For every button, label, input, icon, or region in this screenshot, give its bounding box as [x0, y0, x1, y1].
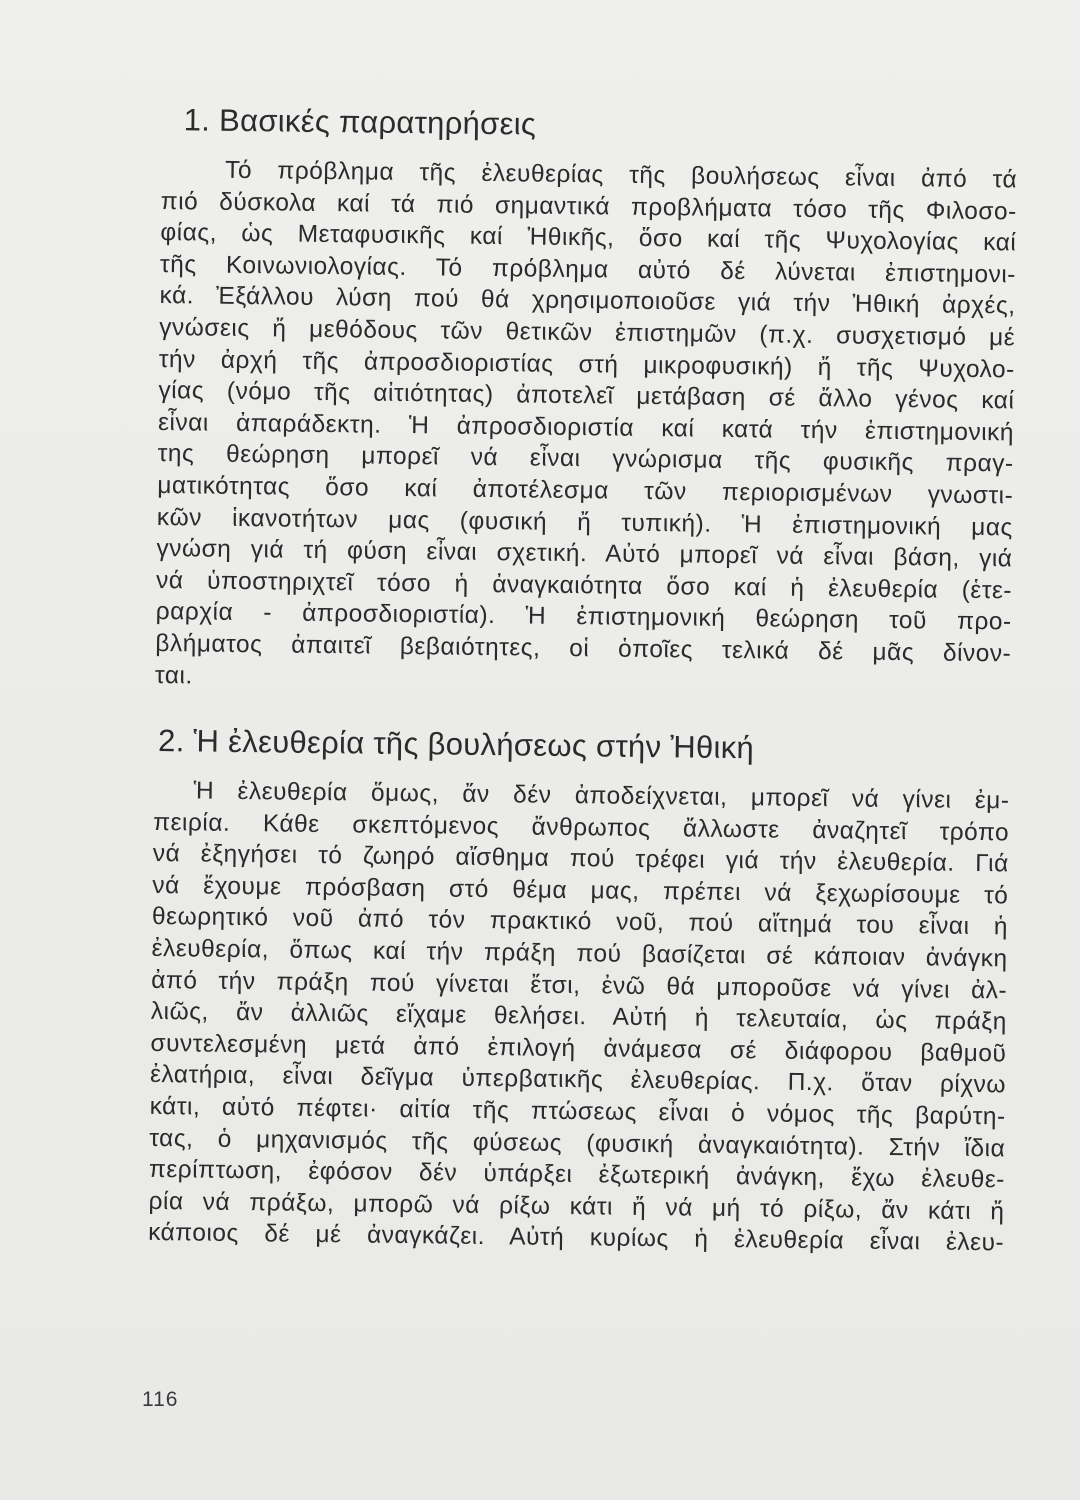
text-line: κάτι, αὐτό πέφτει· αἰτία τῆς πτώσεως εἶναι ὁ νόμος τῆς βαρύτη- [149, 1092, 1006, 1131]
text-line: γνώσεις ἤ μεθόδους τῶν θετικῶν ἐπιστημῶν (π.χ. συσχετισμό μέ [159, 313, 1016, 352]
text-line: γίας (νόμο τῆς αἰτιότητας) ἀποτελεῖ μετάβαση σέ ἄλλο γένος καί [158, 377, 1015, 415]
text-line: τήν ἀρχή τῆς ἀπροσδιοριστίας στή μικροφυσική) ἤ τῆς Ψυχολο- [158, 345, 1015, 383]
text-line: πιό δύσκολα καί τά πιό σημαντικά προβλήματα τόσο τῆς Φιλοσο- [160, 187, 1017, 226]
text-line: νά ἔχουμε πρόσβαση στό θέμα μας, πρέπει νά ξεχωρίσουμε τό [152, 871, 1009, 910]
text-line: ματικότητας ὅσο καί ἀποτέλεσμα τῶν περιορισμένων γνωστι- [157, 471, 1014, 510]
page-content [148, 100, 1018, 1259]
text-line: ραρχία - ἀπροσδιοριστία). Ἡ ἐπιστημονική θεώρηση τοῦ προ- [155, 598, 1012, 636]
text-line: κά. Ἐξάλλου λύση πού θά χρησιμοποιοῦσε γιά τήν Ἠθική ἀρχές, [159, 282, 1016, 320]
text-line: συντελεσμένη μετά ἀπό ἐπιλογή ἀνάμεσα σέ διάφορου βαθμοῦ [150, 1029, 1007, 1068]
text-line: Τό πρόβλημα τῆς ἐλευθερίας τῆς βουλήσεως εἶναι ἀπό τά [224, 156, 1018, 194]
section-1-heading: 1. Βασικές παρατηρήσεις [183, 102, 537, 142]
text-line: κάποιος δέ μέ ἀναγκάζει. Αὐτή κυρίως ἡ ἐλευθερία εἶναι ἐλευ- [147, 1219, 1005, 1257]
text-line: εἶναι ἀπαράδεκτη. Ἡ ἀπροσδιοριστία καί κατά τήν ἐπιστημονική [157, 408, 1015, 447]
text-line: ται. [154, 661, 193, 689]
text-line: της θεώρηση μπορεῖ νά εἶναι γνώρισμα τῆς φυσικῆς πραγ- [157, 440, 1014, 478]
text-line: νά ἐξηγήσει τό ζωηρό αἴσθημα πού τρέφει γιά τήν ἐλευθερία. Γιά [152, 840, 1009, 878]
text-line: βλήματος ἀπαιτεῖ βεβαιότητες, οἱ ὁποῖες τελικά δέ μᾶς δίνον- [155, 629, 1012, 668]
text-line: θεωρητικό νοῦ ἀπό τόν πρακτικό νοῦ, πού αἴτημά του εἶναι ἡ [151, 903, 1009, 941]
text-line: γνώση γιά τή φύση εἶναι σχετική. Αὐτό μπορεῖ νά εἶναι βάση, γιά [156, 535, 1013, 573]
text-line: κῶν ἱκανοτήτων μας (φυσική ἤ τυπική). Ἡ ἐπιστημονική μας [156, 503, 1014, 541]
text-line: φίας, ὡς Μεταφυσικῆς καί Ἠθικῆς, ὅσο καί τῆς Ψυχολογίας καί [160, 219, 1017, 257]
text-line: τας, ὁ μηχανισμός τῆς φύσεως (φυσική ἀναγκαιότητα). Στήν ἴδια [149, 1124, 1006, 1163]
section-2-body [148, 775, 1010, 1259]
text-line: ἀπό τήν πράξη πού γίνεται ἔτσι, ἐνῶ θά μποροῦσε νά γίνει ἀλ- [151, 966, 1008, 1005]
text-line: λιῶς, ἄν ἀλλιῶς εἴχαμε θελήσει. Αὐτή ἡ τελευταία, ὡς πράξη [150, 998, 1007, 1036]
page-number: 116 [142, 1388, 179, 1411]
text-line: ρία νά πράξω, μπορῶ νά ρίξω κάτι ἤ νά μή τό ρίξω, ἄν κάτι ἤ [148, 1187, 1005, 1226]
text-line: ἐλευθερία, ὅπως καί τήν πράξη πού βασίζεται σέ κάποιαν ἀνάγκη [151, 935, 1008, 973]
text-line: ἐλατήρια, εἶναι δεῖγμα ὑπερβατικῆς ἐλευθερίας. Π.χ. ὅταν ρίχνω [149, 1061, 1007, 1099]
text-line: περίπτωση, ἐφόσον δέν ὑπάρξει ἐξωτερική ἀνάγκη, ἔχω ἐλευθε- [148, 1156, 1006, 1194]
section-2-heading: 2. Ἡ ἐλευθερία τῆς βουλήσεως στήν Ἠθική [157, 723, 755, 766]
section-1-body [155, 154, 1017, 702]
text-line: Ἡ ἐλευθερία ὅμως, ἄν δέν ἀποδείχνεται, μπορεῖ νά γίνει ἐμ- [193, 777, 1010, 815]
text-line: νά ὑποστηριχτεῖ τόσο ἡ ἀναγκαιότητα ὅσο καί ἡ ἐλευθερία (ἑτε- [155, 566, 1013, 605]
text-line: τῆς Κοινωνιολογίας. Τό πρόβλημα αὐτό δέ λύνεται ἐπιστημονι- [159, 250, 1017, 289]
text-line: πειρία. Κάθε σκεπτόμενος ἄνθρωπος ἄλλωστε ἀναζητεῖ τρόπο [153, 808, 1010, 847]
